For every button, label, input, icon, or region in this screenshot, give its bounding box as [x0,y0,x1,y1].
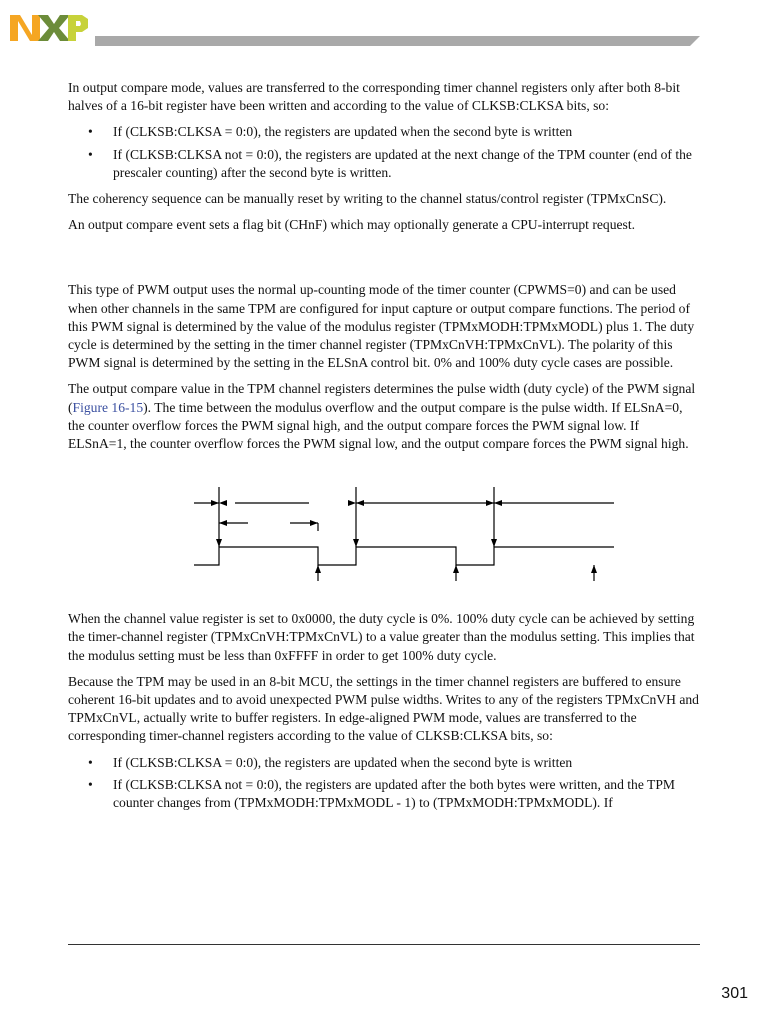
bullet-icon: • [88,776,93,792]
header-bar [95,36,700,46]
pwm-paragraph-1: This type of PWM output uses the normal up-counting mode of the timer counter (CPWMS=0) and can be used when other channels in the same TPM are configured for input capture or output compare functions. The period of this PWM signal is determined by the value of the modulus register (TPMxMODH:TPMxMODL) plus 1. The duty cycle is determined by the setting in the timer channel register (TPMxCnVH:TPMxCnVL). The polarity of this PWM signal is determined by the setting in the ELSnA control bit. 0% and 100% duty cycle cases are possible. [68,282,695,371]
arrow-head [219,520,227,526]
arrow-head [453,565,459,573]
pwm-paragraph-2 [68,380,700,453]
pwm-timing-diagram [68,469,700,584]
after-paragraph-1: When the channel value register is set to 0x0000, the duty cycle is 0%. 100% duty cycle can be achieved by setting the timer-channel register (TPMxCnVH:TPMxCnVL) to a value greater than the modulus setting. This implies that the modulus setting must be less than 0xFFFF in order to get 100% duty cycle. [68,611,695,663]
arrow-head [348,500,356,506]
bullet-text: If (CLKSB:CLKSA not = 0:0), the registers are updated after the both bytes were written, and the TPM counter changes from (TPMxMODH:TPMxMODL - 1) to (TPMxMODH:TPMxMODL). If [113,776,675,811]
page-content [68,79,700,820]
page-number: 301 [721,985,748,1002]
arrow-head [353,539,359,547]
arrow-head [315,565,321,573]
list-item [68,776,700,812]
bullet-icon: • [88,124,93,140]
bullet-text: If (CLKSB:CLKSA = 0:0), the registers are updated when the second byte is written [113,124,573,140]
bullet-icon: • [88,754,93,770]
arrow-head [491,539,497,547]
intro-paragraph-3: An output compare event sets a flag bit (CHnF) which may optionally generate a CPU-interrupt request. [68,217,636,233]
bullet-text: If (CLKSB:CLKSA not = 0:0), the registers are updated at the next change of the TPM counter (end of the prescaler counting) after the second byte is written. [113,146,692,180]
after-bullet-list [68,754,700,813]
arrow-head [219,500,227,506]
arrow-head [486,500,494,506]
arrow-head [310,520,318,526]
bullet-icon: • [88,146,93,162]
bullet-text: If (CLKSB:CLKSA = 0:0), the registers are updated when the second byte is written [113,754,573,770]
nxp-logo [8,11,90,45]
arrow-head [494,500,502,506]
pwm-waveform [194,547,614,565]
pwm-text-b: ). The time between the modulus overflow and the output compare is the pulse width. If ELSnA=0, the counter overflow forces the PWM signal high, and the output compare forces the PWM signal low. If ELSnA=1, the counter overflow forces the PWM signal low, and the output compare forces the PWM signal high. [68,399,689,452]
figure-link[interactable]: Figure 16-15 [72,399,144,415]
list-item [68,754,700,772]
intro-paragraph-2: The coherency sequence can be manually reset by writing to the channel status/control register (TPMxCnSC). [68,191,667,207]
footer-rule [68,944,700,945]
list-item [68,146,700,182]
after-paragraph-2: Because the TPM may be used in an 8-bit MCU, the settings in the timer channel registers are buffered to ensure coherent 16-bit updates and to avoid unexpected PWM pulse widths. Writes to any of the registers TPMxCnVH and TPMxCnVL, actually write to buffer registers. In edge-aligned PWM mode, values are transferred to the corresponding timer-channel registers according to the value of CLKSB:CLKSA bits, so: [68,673,699,744]
intro-bullet-list [68,123,700,182]
arrow-head [216,539,222,547]
intro-paragraph-1: In output compare mode, values are transferred to the corresponding timer channel registers only after both 8-bit halves of a 16-bit register have been written and according to the value of CLKSB:CLKSA bits, so: [68,80,680,114]
section-gap [68,242,700,281]
pwm-text-a: The output compare value in the TPM channel registers determines the pulse width (duty cycle) of the PWM signal ( [68,381,696,415]
arrow-head [356,500,364,506]
arrow-head [591,565,597,573]
arrow-head [211,500,219,506]
list-item [68,123,700,141]
